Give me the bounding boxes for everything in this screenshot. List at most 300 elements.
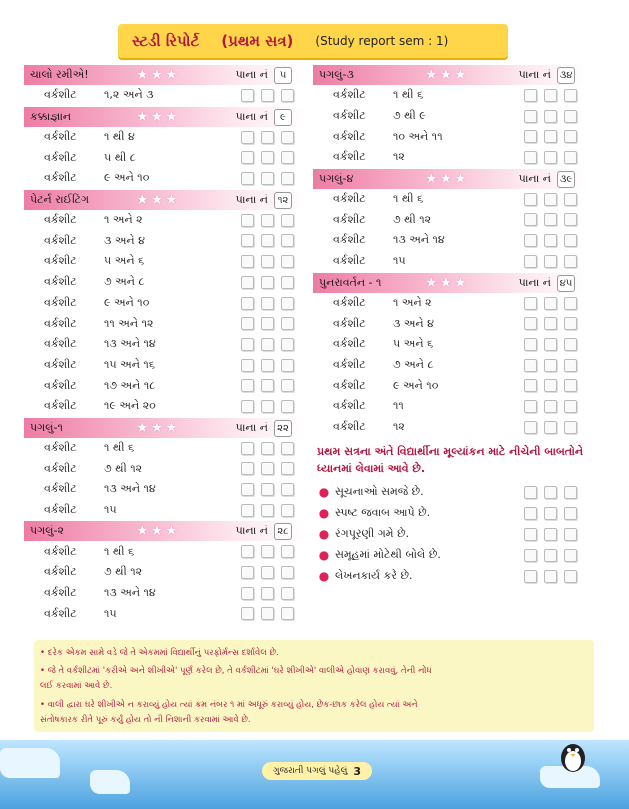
checkbox-group [524, 317, 577, 330]
worksheet-range: ૭ થી ૧૨ [104, 565, 143, 579]
check-box[interactable] [281, 483, 294, 496]
section-title: પગલું-૩ [319, 68, 354, 81]
checkbox-group [524, 359, 577, 372]
bullet-icon: ● [318, 547, 330, 562]
check-box[interactable] [544, 379, 557, 392]
worksheet-label: વર્કશીટ [44, 378, 77, 392]
worksheet-row [24, 127, 304, 148]
worksheet-row [24, 375, 304, 396]
worksheet-row [313, 355, 587, 376]
check-box[interactable] [524, 570, 537, 583]
page-number: 3 [353, 764, 362, 778]
bullet-icon: ● [318, 526, 330, 541]
check-box[interactable] [564, 193, 577, 206]
worksheet-label: વર્કશીટ [44, 565, 77, 579]
page-number-box: ૪૫ [557, 275, 575, 292]
check-box[interactable] [524, 151, 537, 164]
worksheet-range: ૧૩ અને ૧૪ [393, 233, 445, 247]
page-label: પાના નં [518, 68, 551, 81]
worksheet-range: ૯ અને ૧૦ [104, 295, 150, 309]
page-footer [262, 762, 372, 780]
star-icon: ★ [165, 523, 178, 540]
check-box[interactable] [524, 359, 537, 372]
star-icon: ★ [136, 523, 149, 540]
checkbox-group [241, 172, 294, 185]
checkbox-group [241, 89, 294, 102]
worksheet-row [313, 147, 587, 168]
worksheet-row [24, 210, 304, 231]
worksheet-label: વર્કશીટ [333, 129, 366, 143]
check-box[interactable] [281, 338, 294, 351]
check-box[interactable] [564, 213, 577, 226]
check-box[interactable] [241, 400, 254, 413]
footer-line: • જે તે વર્કશીટમાં 'કરીએ અને શીખીએ' પૂર્ણ કરેલ છે, તે વર્કશીટમાં 'ઘરે શીખીએ' વાલીએ હોવાણ કરાવવું, તેની નોંધ [40, 666, 432, 676]
check-box[interactable] [564, 338, 577, 351]
worksheet-row [24, 147, 304, 168]
check-box[interactable] [281, 317, 294, 330]
footer-line: લઈ કરવામાં આવે છે. [40, 681, 113, 691]
star-icon: ★ [454, 67, 467, 83]
star-icon: ★ [165, 419, 178, 436]
checkbox-group [524, 255, 577, 268]
check-box[interactable] [564, 255, 577, 268]
check-box[interactable] [241, 504, 254, 517]
worksheet-row [313, 251, 587, 272]
check-box[interactable] [241, 359, 254, 372]
star-icon: ★ [439, 274, 453, 291]
check-box[interactable] [524, 528, 537, 541]
check-box[interactable] [241, 172, 254, 185]
checkbox-group [241, 379, 294, 392]
checkbox-group [524, 234, 577, 247]
check-box[interactable] [564, 486, 577, 499]
check-box[interactable] [261, 462, 274, 475]
worksheet-label: વર્કશીટ [333, 254, 366, 268]
section-header [313, 273, 587, 293]
section-title: પગલું-૧ [30, 420, 63, 434]
check-box[interactable] [281, 359, 294, 372]
check-box[interactable] [544, 234, 557, 247]
check-box[interactable] [544, 255, 557, 268]
check-box[interactable] [241, 317, 254, 330]
checkbox-group [241, 131, 294, 144]
check-box[interactable] [544, 338, 557, 351]
star-icon: ★ [165, 108, 178, 125]
footer-line: • દરેક એકમ સામે વડે જે તે એકમમાં વિદ્યાર્થીનું પરફોર્મન્સ દર્શાવેલ છે. [40, 648, 279, 658]
check-box[interactable] [261, 131, 274, 144]
checkbox-group [241, 255, 294, 268]
check-box[interactable] [564, 570, 577, 583]
worksheet-label: વર્કશીટ [44, 88, 77, 102]
worksheet-range: ૧ થી ૬ [393, 192, 424, 206]
check-box[interactable] [261, 276, 274, 289]
evaluation-text: લેખનકાર્ય કરે છે. [335, 568, 413, 582]
bullet-icon: ● [318, 505, 330, 520]
worksheet-label: વર્કશીટ [333, 109, 366, 123]
check-box[interactable] [544, 359, 557, 372]
check-box[interactable] [564, 130, 577, 143]
star-icon: ★ [425, 274, 438, 291]
star-rating [425, 275, 467, 291]
check-box[interactable] [261, 587, 274, 600]
check-box[interactable] [241, 276, 254, 289]
check-box[interactable] [281, 172, 294, 185]
worksheet-row [24, 85, 304, 106]
evaluation-item [313, 502, 587, 523]
check-box[interactable] [544, 549, 557, 562]
page-label: પાના નં [235, 109, 268, 123]
star-icon: ★ [136, 419, 149, 436]
check-box[interactable] [281, 297, 294, 310]
title-banner [118, 24, 508, 58]
worksheet-row [24, 251, 304, 272]
worksheet-label: વર્કશીટ [44, 461, 77, 475]
check-box[interactable] [524, 193, 537, 206]
check-box[interactable] [524, 89, 537, 102]
evaluation-item [313, 481, 587, 502]
check-box[interactable] [544, 421, 557, 434]
check-box[interactable] [564, 379, 577, 392]
worksheet-row [24, 396, 304, 417]
worksheet-range: ૭ અને ૮ [104, 275, 145, 289]
star-icon: ★ [150, 523, 164, 540]
check-box[interactable] [261, 172, 274, 185]
check-box[interactable] [281, 566, 294, 579]
check-box[interactable] [261, 255, 274, 268]
worksheet-row [313, 106, 587, 127]
worksheet-range: ૧૧ અને ૧૨ [104, 316, 154, 330]
check-box[interactable] [261, 214, 274, 227]
star-icon: ★ [454, 274, 467, 291]
check-box[interactable] [241, 131, 254, 144]
check-box[interactable] [241, 566, 254, 579]
checkbox-group [241, 483, 294, 496]
check-box[interactable] [261, 504, 274, 517]
check-box[interactable] [524, 421, 537, 434]
iceberg-small [90, 770, 130, 794]
worksheet-row [313, 313, 587, 334]
checkbox-group [241, 276, 294, 289]
check-box[interactable] [281, 442, 294, 455]
check-box[interactable] [544, 130, 557, 143]
worksheet-range: ૧૦ અને ૧૧ [393, 129, 443, 143]
worksheet-row [313, 417, 587, 438]
worksheet-label: વર્કશીટ [44, 399, 77, 413]
star-icon: ★ [150, 419, 164, 436]
check-box[interactable] [241, 379, 254, 392]
star-icon: ★ [439, 170, 453, 187]
check-box[interactable] [564, 234, 577, 247]
check-box[interactable] [281, 151, 294, 164]
check-box[interactable] [524, 507, 537, 520]
right-column [313, 64, 587, 586]
check-box[interactable] [261, 442, 274, 455]
worksheet-range: ૧૩ અને ૧૪ [104, 586, 156, 600]
check-box[interactable] [564, 400, 577, 413]
section-title: પગલું-૨ [30, 524, 64, 538]
star-icon: ★ [425, 67, 438, 83]
check-box[interactable] [281, 587, 294, 600]
worksheet-range: ૯ અને ૧૦ [104, 171, 150, 185]
check-box[interactable] [564, 507, 577, 520]
worksheet-range: ૧૩ અને ૧૪ [104, 482, 156, 496]
bullet-icon: ● [318, 568, 330, 583]
checkbox-group [524, 193, 577, 206]
worksheet-row [24, 500, 304, 521]
check-box[interactable] [241, 442, 254, 455]
worksheet-row [313, 396, 587, 417]
checkbox-group [241, 338, 294, 351]
book-title: ગુજરાતી પગલું પહેલું [272, 766, 348, 776]
checkbox-group [241, 297, 294, 310]
section-title: પેટર્ન રાઈટિંગ [30, 192, 90, 206]
worksheet-range: ૫ અને ૬ [393, 337, 434, 351]
check-box[interactable] [524, 400, 537, 413]
worksheet-label: વર્કશીટ [44, 586, 77, 600]
check-box[interactable] [544, 110, 557, 123]
checkbox-group [524, 130, 577, 143]
right-sections [313, 65, 587, 437]
worksheet-label: વર્કશીટ [44, 171, 77, 185]
check-box[interactable] [544, 507, 557, 520]
worksheet-row [24, 583, 304, 604]
check-box[interactable] [544, 400, 557, 413]
worksheet-row [313, 189, 587, 210]
check-box[interactable] [524, 110, 537, 123]
check-box[interactable] [241, 297, 254, 310]
check-box[interactable] [544, 193, 557, 206]
check-box[interactable] [241, 483, 254, 496]
star-rating [136, 67, 178, 83]
checkbox-group [524, 421, 577, 434]
checkbox-group [241, 607, 294, 620]
worksheet-label: વર્કશીટ [333, 357, 366, 371]
section-header [24, 521, 304, 541]
check-box[interactable] [524, 297, 537, 310]
check-box[interactable] [261, 607, 274, 620]
section-header [24, 107, 304, 127]
worksheet-row [24, 438, 304, 459]
evaluation-text: સૂચનાઓ સમજે છે. [335, 484, 424, 498]
worksheet-range: ૧૫ [393, 254, 406, 268]
worksheet-row [24, 541, 304, 562]
worksheet-label: વર્કશીટ [44, 295, 77, 309]
check-box[interactable] [281, 214, 294, 227]
check-box[interactable] [261, 317, 274, 330]
check-box[interactable] [241, 587, 254, 600]
worksheet-row [313, 334, 587, 355]
check-box[interactable] [544, 213, 557, 226]
page-number-box: ૨૮ [274, 523, 292, 540]
section-title: પુનરાવર્તન - ૧ [319, 275, 382, 289]
check-box[interactable] [281, 607, 294, 620]
worksheet-row [24, 355, 304, 376]
page-number-box: ૧૨ [274, 192, 292, 209]
worksheet-range: ૧૧ [393, 399, 404, 413]
check-box[interactable] [281, 255, 294, 268]
check-box[interactable] [241, 545, 254, 558]
worksheet-range: ૭ થી ૧૨ [393, 212, 432, 226]
check-box[interactable] [241, 462, 254, 475]
worksheet-range: ૧૨ [393, 419, 405, 433]
star-rating [425, 67, 467, 83]
check-box[interactable] [261, 359, 274, 372]
check-box[interactable] [524, 338, 537, 351]
check-box[interactable] [524, 130, 537, 143]
section-title: પગલું-૪ [319, 171, 354, 185]
check-box[interactable] [261, 483, 274, 496]
check-box[interactable] [564, 110, 577, 123]
page-number-box: ૩૪ [557, 67, 575, 84]
banner-subtitle-gu: (પ્રથમ સત્ર) [221, 32, 294, 50]
evaluation-item [313, 523, 587, 544]
worksheet-row [313, 293, 587, 314]
checkbox-group [524, 400, 577, 413]
worksheet-range: ૭ થી ૧૨ [104, 461, 143, 475]
check-box[interactable] [261, 89, 274, 102]
section-header [24, 418, 304, 438]
check-box[interactable] [281, 276, 294, 289]
check-box[interactable] [524, 317, 537, 330]
page-number-box: ૨૨ [274, 420, 292, 437]
star-rating [136, 109, 178, 125]
worksheet-range: ૧ થી ૪ [104, 130, 135, 144]
star-rating [136, 523, 178, 539]
check-box[interactable] [564, 317, 577, 330]
checkbox-group [241, 442, 294, 455]
worksheet-row [24, 562, 304, 583]
page-number-box: ૩૯ [557, 171, 575, 188]
check-box[interactable] [241, 338, 254, 351]
check-box[interactable] [544, 317, 557, 330]
worksheet-range: ૧૯ અને ૨૦ [104, 399, 156, 413]
star-icon: ★ [150, 191, 164, 208]
worksheet-row [24, 458, 304, 479]
check-box[interactable] [281, 462, 294, 475]
section-header [24, 190, 304, 210]
worksheet-label: વર્કશીટ [333, 295, 366, 309]
check-box[interactable] [241, 607, 254, 620]
worksheet-label: વર્કશીટ [44, 482, 77, 496]
section-header [24, 65, 304, 85]
check-box[interactable] [281, 504, 294, 517]
worksheet-label: વર્કશીટ [44, 440, 77, 454]
check-box[interactable] [261, 566, 274, 579]
check-box[interactable] [524, 255, 537, 268]
checkbox-group [524, 89, 577, 102]
check-box[interactable] [524, 213, 537, 226]
worksheet-range: ૧,૨ અને ૩ [104, 88, 154, 102]
bullet-icon: ● [318, 484, 330, 499]
worksheet-row [24, 313, 304, 334]
check-box[interactable] [564, 89, 577, 102]
check-box[interactable] [564, 528, 577, 541]
check-box[interactable] [261, 234, 274, 247]
check-box[interactable] [261, 338, 274, 351]
check-box[interactable] [261, 400, 274, 413]
check-box[interactable] [281, 545, 294, 558]
check-box[interactable] [524, 486, 537, 499]
worksheet-row [24, 603, 304, 624]
star-rating [425, 171, 467, 187]
check-box[interactable] [544, 297, 557, 310]
check-box[interactable] [564, 421, 577, 434]
worksheet-label: વર્કશીટ [44, 254, 77, 268]
evaluation-text: સ્પષ્ટ જવાબ આપે છે. [335, 505, 431, 519]
check-box[interactable] [544, 528, 557, 541]
check-box[interactable] [281, 379, 294, 392]
checkbox-group [241, 151, 294, 164]
section-title: ચાલો રમીએ! [30, 68, 89, 81]
evaluation-item [313, 544, 587, 565]
worksheet-range: ૧ થી ૬ [104, 544, 135, 558]
worksheet-range: ૧૨ [393, 150, 405, 164]
check-box[interactable] [281, 131, 294, 144]
check-box[interactable] [261, 545, 274, 558]
star-icon: ★ [165, 191, 178, 208]
check-box[interactable] [564, 151, 577, 164]
worksheet-row [313, 126, 587, 147]
page-label: પાના નં [235, 420, 268, 434]
check-box[interactable] [261, 379, 274, 392]
check-box[interactable] [524, 379, 537, 392]
checkbox-group [524, 486, 577, 499]
worksheet-label: વર્કશીટ [44, 316, 77, 330]
check-box[interactable] [564, 297, 577, 310]
check-box[interactable] [544, 151, 557, 164]
star-icon: ★ [454, 170, 467, 187]
checkbox-group [524, 507, 577, 520]
star-icon: ★ [136, 191, 149, 208]
check-box[interactable] [544, 89, 557, 102]
star-rating [136, 192, 178, 208]
checkbox-group [524, 570, 577, 583]
check-box[interactable] [241, 214, 254, 227]
check-box[interactable] [564, 359, 577, 372]
worksheet-row [24, 293, 304, 314]
check-box[interactable] [564, 549, 577, 562]
section-header [313, 65, 587, 85]
check-box[interactable] [281, 400, 294, 413]
checkbox-group [524, 379, 577, 392]
check-box[interactable] [241, 234, 254, 247]
checkbox-group [241, 359, 294, 372]
check-box[interactable] [241, 255, 254, 268]
worksheet-label: વર્કશીટ [333, 378, 366, 392]
star-icon: ★ [439, 67, 453, 83]
check-box[interactable] [281, 234, 294, 247]
star-icon: ★ [136, 108, 149, 125]
check-box[interactable] [524, 549, 537, 562]
check-box[interactable] [261, 297, 274, 310]
check-box[interactable] [544, 486, 557, 499]
check-box[interactable] [281, 89, 294, 102]
check-box[interactable] [241, 89, 254, 102]
star-rating [136, 420, 178, 436]
page-label: પાના નં [235, 524, 268, 538]
worksheet-row [313, 85, 587, 106]
worksheet-range: ૧ થી ૬ [393, 88, 424, 102]
check-box[interactable] [544, 570, 557, 583]
iceberg-left [0, 748, 60, 778]
check-box[interactable] [524, 234, 537, 247]
check-box[interactable] [241, 151, 254, 164]
page-label: પાના નં [518, 275, 551, 289]
check-box[interactable] [261, 151, 274, 164]
evaluation-item [313, 565, 587, 586]
worksheet-label: વર્કશીટ [44, 130, 77, 144]
checkbox-group [241, 462, 294, 475]
